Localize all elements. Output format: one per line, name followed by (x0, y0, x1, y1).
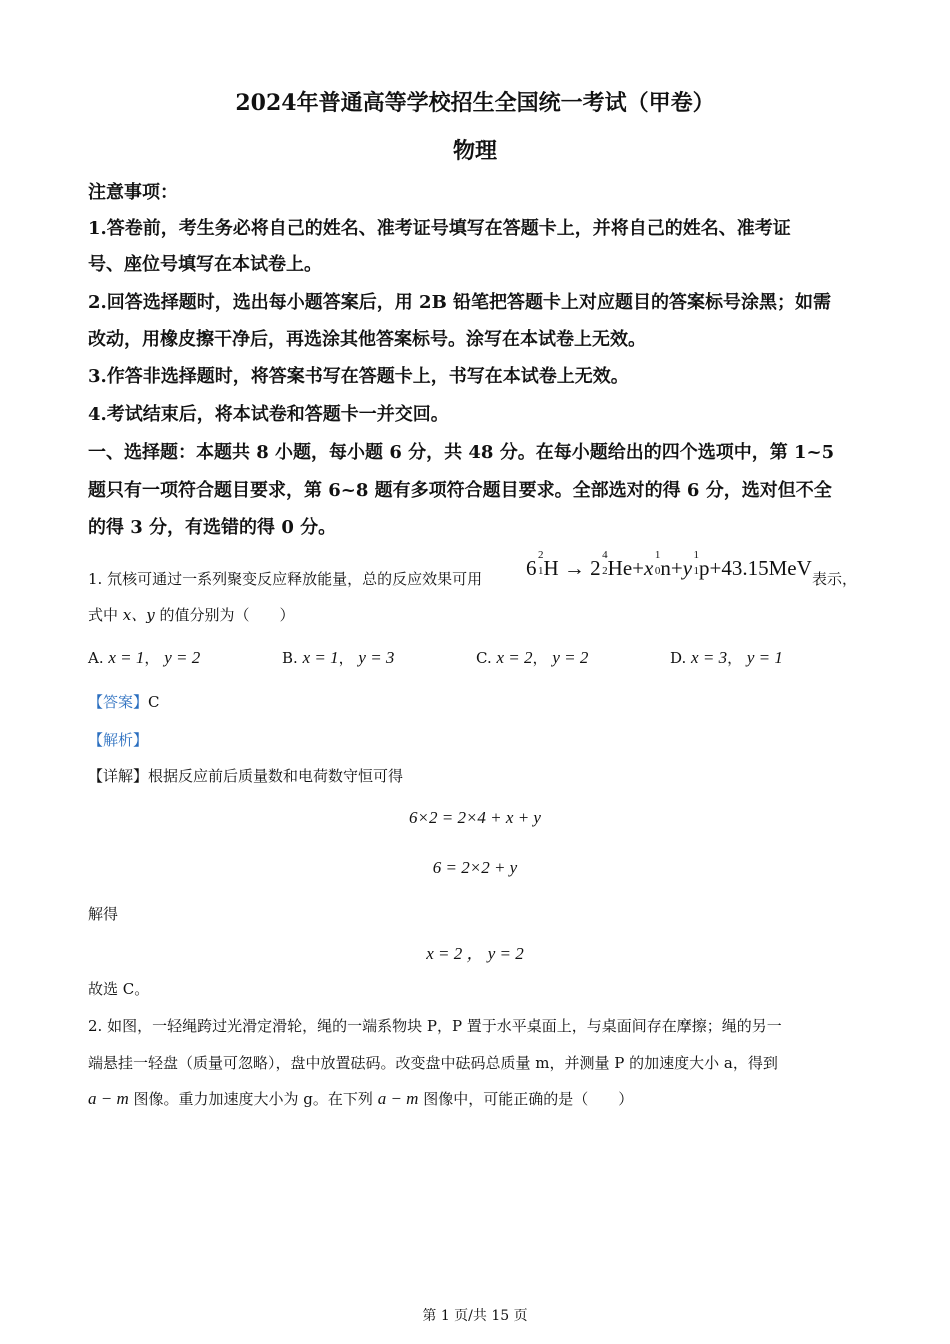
conclusion: 故选 C。 (88, 980, 150, 998)
q2-stem-line1: 2. 如图，一轻绳跨过光滑定滑轮，绳的一端系物块 P，P 置于水平桌面上，与桌面间存在摩擦；绳的另一 (88, 1017, 782, 1035)
section-instruction: 一、选择题：本题共 8 小题，每小题 6 分，共 48 分。在每小题给出的四个选项中，第 1~5 (88, 442, 835, 463)
equation-result: x = 2 ， y = 2 (426, 944, 524, 963)
notice-item: 4.考试结束后，将本试卷和答题卡一并交回。 (88, 404, 449, 425)
equation-charge-number: 6 = 2×2 + y (432, 858, 518, 877)
analysis-line (88, 729, 148, 751)
answer-tag: 【答案】 (88, 693, 149, 711)
q1-stem-line2: 式中 x、y 的值分别为（ ） (88, 606, 295, 624)
solve-label: 解得 (88, 905, 119, 923)
analysis-tag: 【解析】 (88, 731, 149, 749)
notice-item: 3.作答非选择题时，将答案书写在答题卡上，书写在本试卷上无效。 (88, 366, 629, 387)
answer-line (88, 691, 160, 713)
notice-item: 改动，用橡皮擦干净后，再选涂其他答案标号。涂写在本试卷上无效。 (88, 329, 646, 350)
detail-tag: 【详解】 (88, 767, 149, 785)
option-b[interactable]: B. x = 1， y = 3 (282, 648, 395, 667)
notice-heading: 注意事项： (88, 182, 178, 203)
arrow-icon: → (563, 556, 585, 580)
q1-stem-tail: 表示， (812, 570, 858, 588)
option-a[interactable]: A. x = 1， y = 2 (88, 648, 201, 667)
q2-stem-line3: a − m 图像。重力加速度大小为 g。在下列 a − m 图像中，可能正确的是（ ） (88, 1089, 634, 1108)
detail-line: 【详解】根据反应前后质量数和电荷数守恒可得 (88, 767, 404, 785)
subject-title: 物理 (452, 138, 497, 164)
option-d[interactable]: D. x = 3， y = 1 (670, 648, 783, 667)
notice-item: 1.答卷前，考生务必将自己的姓名、准考证号填写在答题卡上，并将自己的姓名、准考证 (88, 218, 791, 239)
page-number: 第 1 页/共 15 页 (422, 1308, 528, 1324)
reaction-equation: 6 2 1 H → 2 4 2 He+x 1 0 n+y 1 1 p+43.15MeV (526, 549, 812, 580)
q1-stem-line1: 1. 氘核可通过一系列聚变反应释放能量，总的反应效果可用 (88, 570, 483, 588)
exam-title: 2024年普通高等学校招生全国统一考试（甲卷） (235, 90, 715, 116)
answer-value: C (148, 693, 160, 711)
q2-stem-line2: 端悬挂一轻盘（质量可忽略），盘中放置砝码。改变盘中砝码总质量 m，并测量 P 的加速度大小 a，得到 (88, 1054, 778, 1072)
nuclide-h: 2 1 (538, 549, 544, 577)
nuclide-n: 1 0 (654, 549, 661, 577)
equation-mass-number: 6×2 = 2×4 + x + y (409, 808, 541, 827)
nuclide-he: 4 2 (602, 549, 608, 577)
section-instruction: 的得 3 分，有选错的得 0 分。 (88, 517, 337, 538)
option-c[interactable]: C. x = 2， y = 2 (476, 648, 589, 667)
notice-item: 号、座位号填写在本试卷上。 (88, 254, 322, 275)
nuclide-p: 1 1 (693, 549, 700, 577)
section-instruction: 题只有一项符合题目要求，第 6~8 题有多项符合题目要求。全部选对的得 6 分，选对但不全 (88, 480, 832, 501)
notice-item: 2.回答选择题时，选出每小题答案后，用 2B 铅笔把答题卡上对应题目的答案标号涂黑；如需 (88, 292, 832, 313)
